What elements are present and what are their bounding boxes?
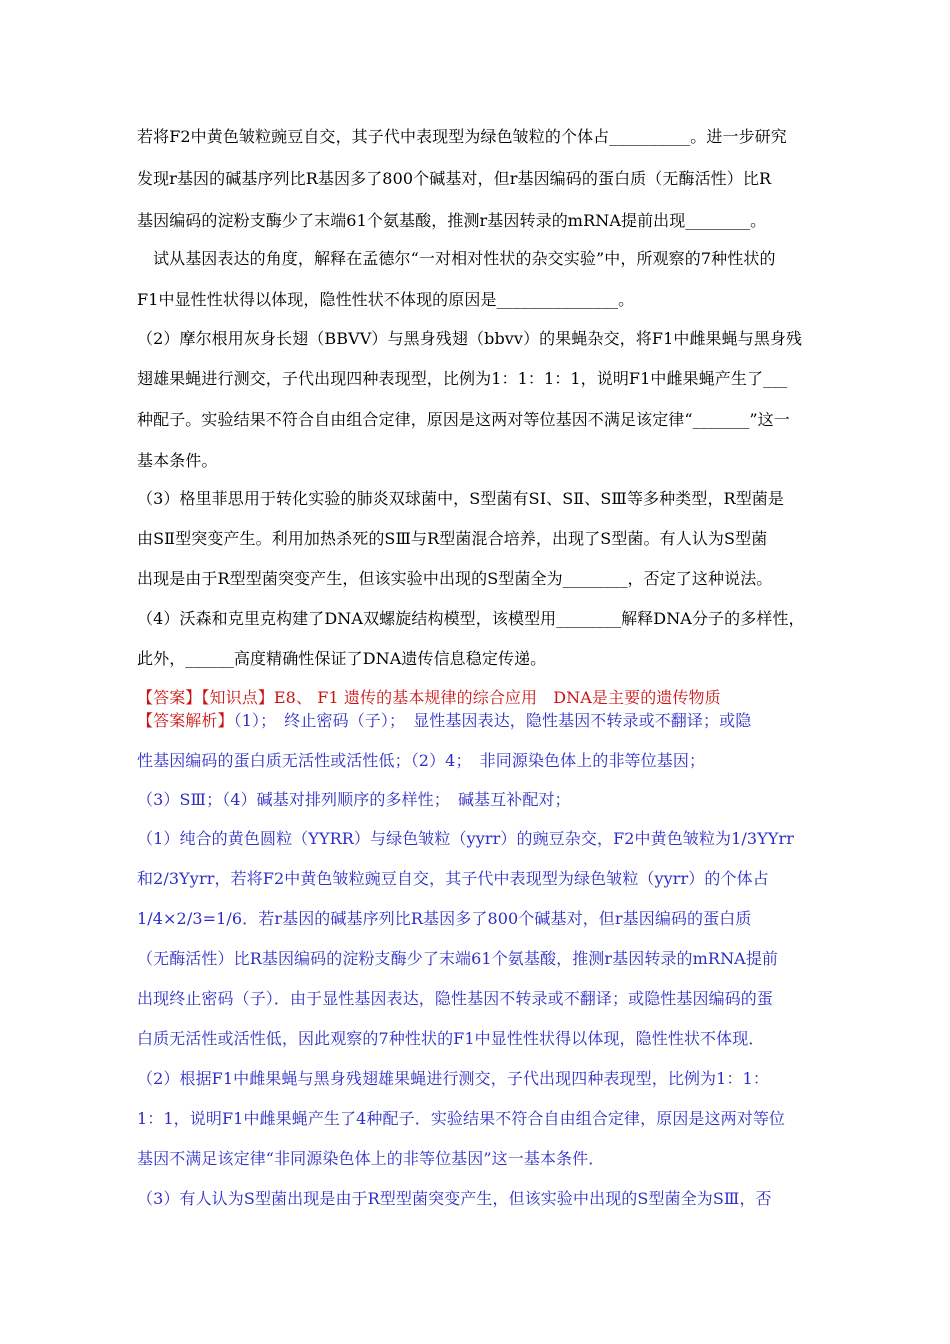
question-line-4: 试从基因表达的角度，解释在孟德尔“一对相对性状的杂交实验”中，所观察的7种性状的 [153, 249, 776, 268]
question-line-9: 基本条件。 [137, 451, 218, 470]
question-line-14: 此外，______高度精确性保证了DNA遗传信息稳定传递。 [137, 649, 547, 668]
question-line-5: F1中显性性状得以体现，隐性性状不体现的原因是_______________。 [137, 290, 635, 309]
answer-line-3: （1）纯合的黄色圆粒（YYRR）与绿色皱粒（yyrr）的豌豆杂交，F2中黄色皱粒为1/3YYrr [137, 829, 795, 848]
answer-header [137, 688, 817, 708]
question-line-1: 若将F2中黄色皱粒豌豆自交，其子代中表现型为绿色皱粒的个体占__________。进一步研究 [137, 127, 787, 146]
question-line-13: （4）沃森和克里克构建了DNA双螺旋结构模型，该模型用________解释DNA分子的多样性， [137, 609, 805, 628]
answer-line-11: 基因不满足该定律“非同源染色体上的非等位基因”这一基本条件． [137, 1149, 605, 1168]
knowledge-points: E8、 F1 遗传的基本规律的综合应用 DNA是主要的遗传物质 [273, 688, 721, 707]
analysis-label: 【答案解析】 [137, 711, 234, 730]
answer-line-1: 性基因编码的蛋白质无活性或活性低；（2）4； 非同源染色体上的非等位基因； [137, 751, 706, 770]
answer-line-2: （3）SⅢ；（4）碱基对排列顺序的多样性； 碱基互补配对； [137, 790, 571, 809]
answer-line-7: 出现终止密码（子）．由于显性基因表达，隐性基因不转录或不翻译；或隐性基因编码的蛋 [137, 989, 774, 1008]
question-line-8: 种配子。实验结果不符合自由组合定律，原因是这两对等位基因不满足该定律“_______”这一 [137, 410, 790, 429]
question-line-7: 翅雄果蝇进行测交，子代出现四种表现型，比例为1：1：1：1，说明F1中雌果蝇产生了___ [137, 369, 788, 388]
answer-line-9: （2）根据F1中雌果蝇与黑身残翅雄果蝇进行测交，子代出现四种表现型，比例为1：1： [137, 1069, 769, 1088]
question-line-6: （2）摩尔根用灰身长翅（BBVV）与黑身残翅（bbvv）的果蝇杂交，将F1中雌果蝇与黑身残 [137, 329, 803, 348]
question-line-3: 基因编码的淀粉支酶少了末端61个氨基酸，推测r基因转录的mRNA提前出现________。 [137, 211, 767, 230]
analysis-first-line [137, 711, 817, 731]
question-line-11: 由SⅡ型突变产生。利用加热杀死的SⅢ与R型菌混合培养，出现了S型菌。有人认为S型菌 [137, 529, 768, 548]
answer-line-5: 1/4×2/3=1/6．若r基因的碱基序列比R基因多了800个碱基对，但r基因编码的蛋白质 [137, 909, 752, 928]
answer-line-10: 1：1，说明F1中雌果蝇产生了4种配子．实验结果不符合自由组合定律，原因是这两对等位 [137, 1109, 786, 1128]
question-line-10: （3）格里菲思用于转化实验的肺炎双球菌中，S型菌有SⅠ、SⅡ、SⅢ等多种类型，R型菌是 [137, 489, 784, 508]
answer-line-8: 白质无活性或活性低，因此观察的7种性状的F1中显性性状得以体现，隐性性状不体现． [137, 1029, 765, 1048]
question-line-2: 发现r基因的碱基序列比R基因多了800个碱基对，但r基因编码的蛋白质（无酶活性）比R [137, 169, 772, 188]
answer-line-12: （3）有人认为S型菌出现是由于R型型菌突变产生，但该实验中出现的S型菌全为SⅢ，否 [137, 1189, 772, 1208]
answer-line-4: 和2/3Yyrr，若将F2中黄色皱粒豌豆自交，其子代中表现型为绿色皱粒（yyrr）的个体占 [137, 869, 769, 888]
answer-label: 【答案】【知识点】 [137, 688, 274, 707]
answer-line-6: （无酶活性）比R基因编码的淀粉支酶少了末端61个氨基酸，推测r基因转录的mRNA提前 [137, 949, 779, 968]
analysis-text: （1）； 终止密码（子）； 显性基因表达，隐性基因不转录或不翻译；或隐 [233, 711, 752, 730]
question-line-12: 出现是由于R型型菌突变产生，但该实验中出现的S型菌全为________，否定了这种说法。 [137, 569, 773, 588]
